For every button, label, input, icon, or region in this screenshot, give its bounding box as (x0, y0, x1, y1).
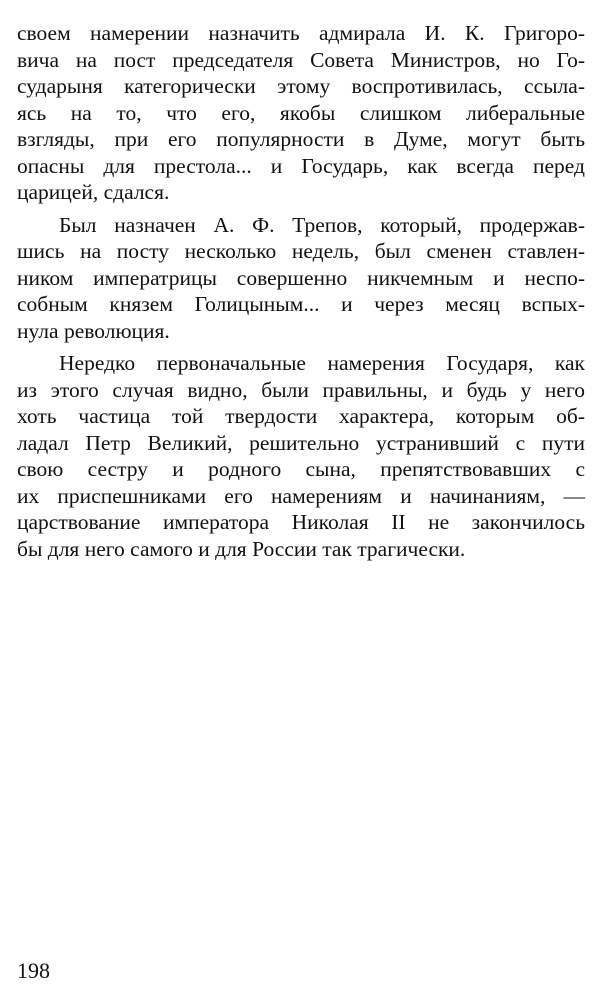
text-line: взгляды, при его популярности в Думе, могут быть (17, 127, 585, 151)
text-line: Нередко первоначальные намерения Государя, как (59, 351, 585, 375)
text-line: собным князем Голицыным... и через месяц вспых- (17, 292, 585, 316)
text-line: нула революция. (17, 318, 170, 343)
paragraph-2 (17, 212, 585, 345)
text-line: из этого случая видно, были правильны, и будь у него (17, 377, 585, 402)
paragraph-1 (17, 20, 585, 206)
text-line: царицей, сдался. (17, 180, 170, 204)
text-line: шись на посту несколько недель, был сменен ставлен- (17, 239, 585, 263)
text-line: своем намерении назначить адмирала И. К. Григоро- (17, 21, 585, 45)
page-number: 198 (17, 958, 50, 983)
paragraph-3 (17, 350, 585, 562)
text-line: бы для него самого и для России так трагически. (17, 536, 466, 561)
text-line: ладал Петр Великий, решительно устранивший с пути (17, 430, 585, 455)
text-line: ником императрицы совершенно никчемным и неспо- (17, 265, 585, 290)
text-line: сударыня категорически этому воспротивилась, ссыла- (17, 74, 585, 98)
text-line: царствование императора Николая II не закончилось (17, 510, 585, 534)
text-line: свою сестру и родного сына, препятствовавших с (17, 457, 585, 481)
text-line: их приспешниками его намерениям и начинаниям, — (17, 483, 585, 508)
body-text (17, 20, 585, 568)
text-line: ясь на то, что его, якобы слишком либеральные (17, 100, 585, 125)
text-line: Был назначен А. Ф. Трепов, который, продержав- (59, 212, 585, 237)
text-line: хоть частица той твердости характера, которым об- (17, 404, 585, 428)
text-line: вича на пост председателя Совета Министров, но Го- (17, 47, 585, 72)
text-line: опасны для престола... и Государь, как всегда перед (17, 153, 585, 178)
